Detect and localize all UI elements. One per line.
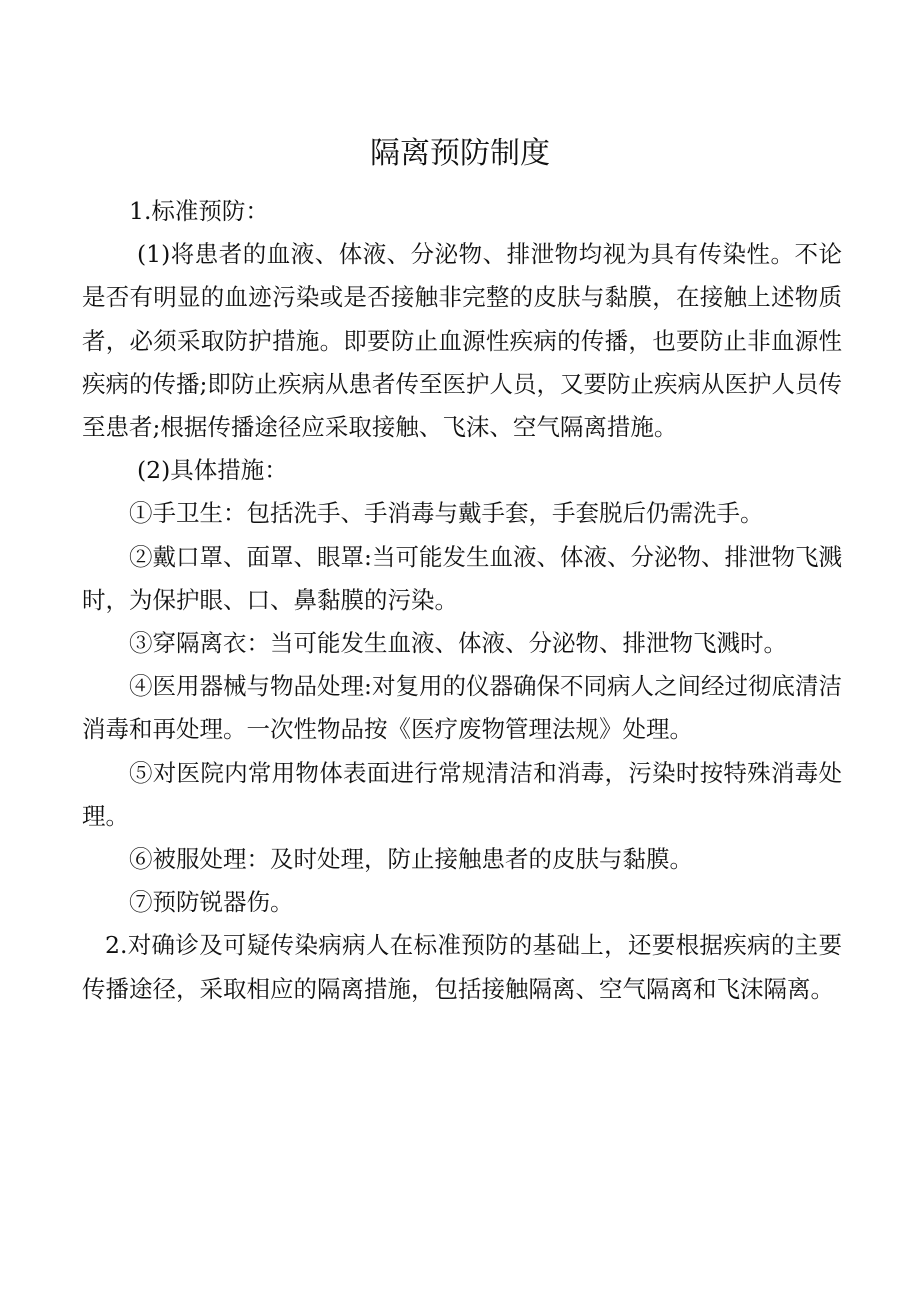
measure-masks-goggles: ②戴口罩、面罩、眼罩:当可能发生血液、体液、分泌物、排泄物飞溅时，为保护眼、口、鼻黏膜的污染。 <box>82 542 842 614</box>
measure-sharps-injury-prevention: ⑦预防锐器伤。 <box>129 888 294 917</box>
measure-surface-cleaning: ⑤对医院内常用物体表面进行常规清洁和消毒，污染时按特殊消毒处理。 <box>82 758 842 830</box>
measure-hand-hygiene: ①手卫生：包括洗手、手消毒与戴手套，手套脱后仍需洗手。 <box>129 499 764 528</box>
measure-linen-handling: ⑥被服处理：及时处理，防止接触患者的皮肤与黏膜。 <box>129 845 693 874</box>
document-title: 隔离预防制度 <box>370 136 550 171</box>
paragraph-standard-precautions-principle: (1)将患者的血液、体液、分泌物、排泄物均视为具有传染性。不论是否有明显的血迹污染或是否接触非完整的皮肤与黏膜，在接触上述物质者，必须采取防护措施。即要防止血源性疾病的传播，也要防止非血源性疾病的传播;即防止疾病从患者传至医护人员，又要防止疾病从医护人员传至患者;根据传播途径应采取接触、飞沫、空气隔离措施。 <box>82 240 842 442</box>
measure-isolation-gown: ③穿隔离衣：当可能发生血液、体液、分泌物、排泄物飞溅时。 <box>129 629 787 658</box>
subheading-specific-measures: (2)具体措施： <box>137 456 288 485</box>
section-transmission-based-isolation: 2.对确诊及可疑传染病病人在标准预防的基础上，还要根据疾病的主要传播途径，采取相应的隔离措施，包括接触隔离、空气隔离和飞沫隔离。 <box>82 931 842 1003</box>
document-body <box>82 190 842 1011</box>
measure-instrument-handling: ④医用器械与物品处理:对复用的仪器确保不同病人之间经过彻底清洁消毒和再处理。一次性物品按《医疗废物管理法规》处理。 <box>82 672 842 744</box>
section-heading-standard-precautions: 1.标准预防： <box>129 197 269 225</box>
